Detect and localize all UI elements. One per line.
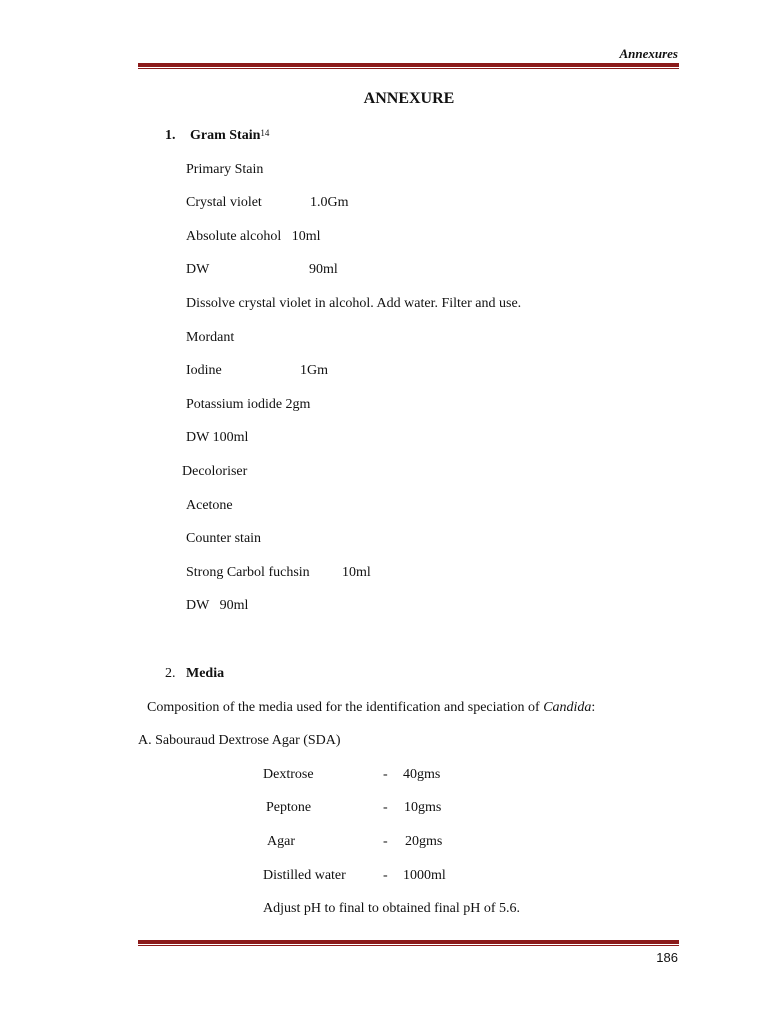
iodine-qty: 1Gm xyxy=(300,363,328,378)
sda-item-name: Distilled water xyxy=(263,868,346,883)
sda-item-name: Agar xyxy=(267,834,295,849)
dw-100-line: DW 100ml xyxy=(186,430,249,445)
counter-stain-label: Counter stain xyxy=(186,531,262,546)
dw-qty: 90ml xyxy=(309,262,338,277)
section-1-number: 1. xyxy=(165,128,176,143)
media-intro xyxy=(147,700,595,716)
potassium-iodide-line: Potassium iodide 2gm xyxy=(186,397,311,412)
dw-name: DW xyxy=(186,262,210,277)
instruction-text: Dissolve crystal violet in alcohol. Add water. Filter and use. xyxy=(186,296,522,311)
carbol-fuchsin-name: Strong Carbol fuchsin xyxy=(186,565,310,580)
section-2-number: 2. xyxy=(165,666,176,681)
page-number: 186 xyxy=(656,950,678,965)
decoloriser-label: Decoloriser xyxy=(182,464,248,479)
carbol-fuchsin-qty: 10ml xyxy=(342,565,371,580)
crystal-violet-qty: 1.0Gm xyxy=(310,195,349,210)
footer-rule xyxy=(138,940,679,946)
page-title: ANNEXURE xyxy=(363,90,455,107)
iodine-name: Iodine xyxy=(186,363,222,378)
section-1-heading xyxy=(190,128,269,144)
candida-italic: Candida xyxy=(543,700,592,715)
media-intro-text: Composition of the media used for the identification and speciation of xyxy=(147,700,544,715)
mordant-label: Mordant xyxy=(186,330,235,345)
primary-stain-label: Primary Stain xyxy=(186,162,264,177)
media-intro-colon: : xyxy=(591,700,596,715)
gram-stain-heading: Gram Stain xyxy=(190,128,261,143)
sda-item-dash: - xyxy=(383,868,388,883)
crystal-violet-name: Crystal violet xyxy=(186,195,262,210)
dw-90-line: DW 90ml xyxy=(186,598,249,613)
media-heading: Media xyxy=(186,666,225,681)
acetone-label: Acetone xyxy=(186,498,233,513)
sda-item-dash: - xyxy=(383,834,388,849)
sda-item-qty: 40gms xyxy=(403,767,441,782)
sda-item-name: Dextrose xyxy=(263,767,314,782)
sda-item-qty: 1000ml xyxy=(403,868,446,883)
sda-heading: A. Sabouraud Dextrose Agar (SDA) xyxy=(138,733,341,748)
sda-item-dash: - xyxy=(383,767,388,782)
sda-item-qty: 10gms xyxy=(404,800,442,815)
absolute-alcohol-line: Absolute alcohol 10ml xyxy=(186,229,321,244)
reference-superscript: 14 xyxy=(260,128,270,138)
sda-item-dash: - xyxy=(383,800,388,815)
running-header: Annexures xyxy=(619,46,678,61)
header-rule xyxy=(138,63,679,69)
sda-item-name: Peptone xyxy=(266,800,312,815)
ph-note: Adjust pH to final to obtained final pH of 5.6. xyxy=(263,901,521,916)
sda-item-qty: 20gms xyxy=(405,834,443,849)
